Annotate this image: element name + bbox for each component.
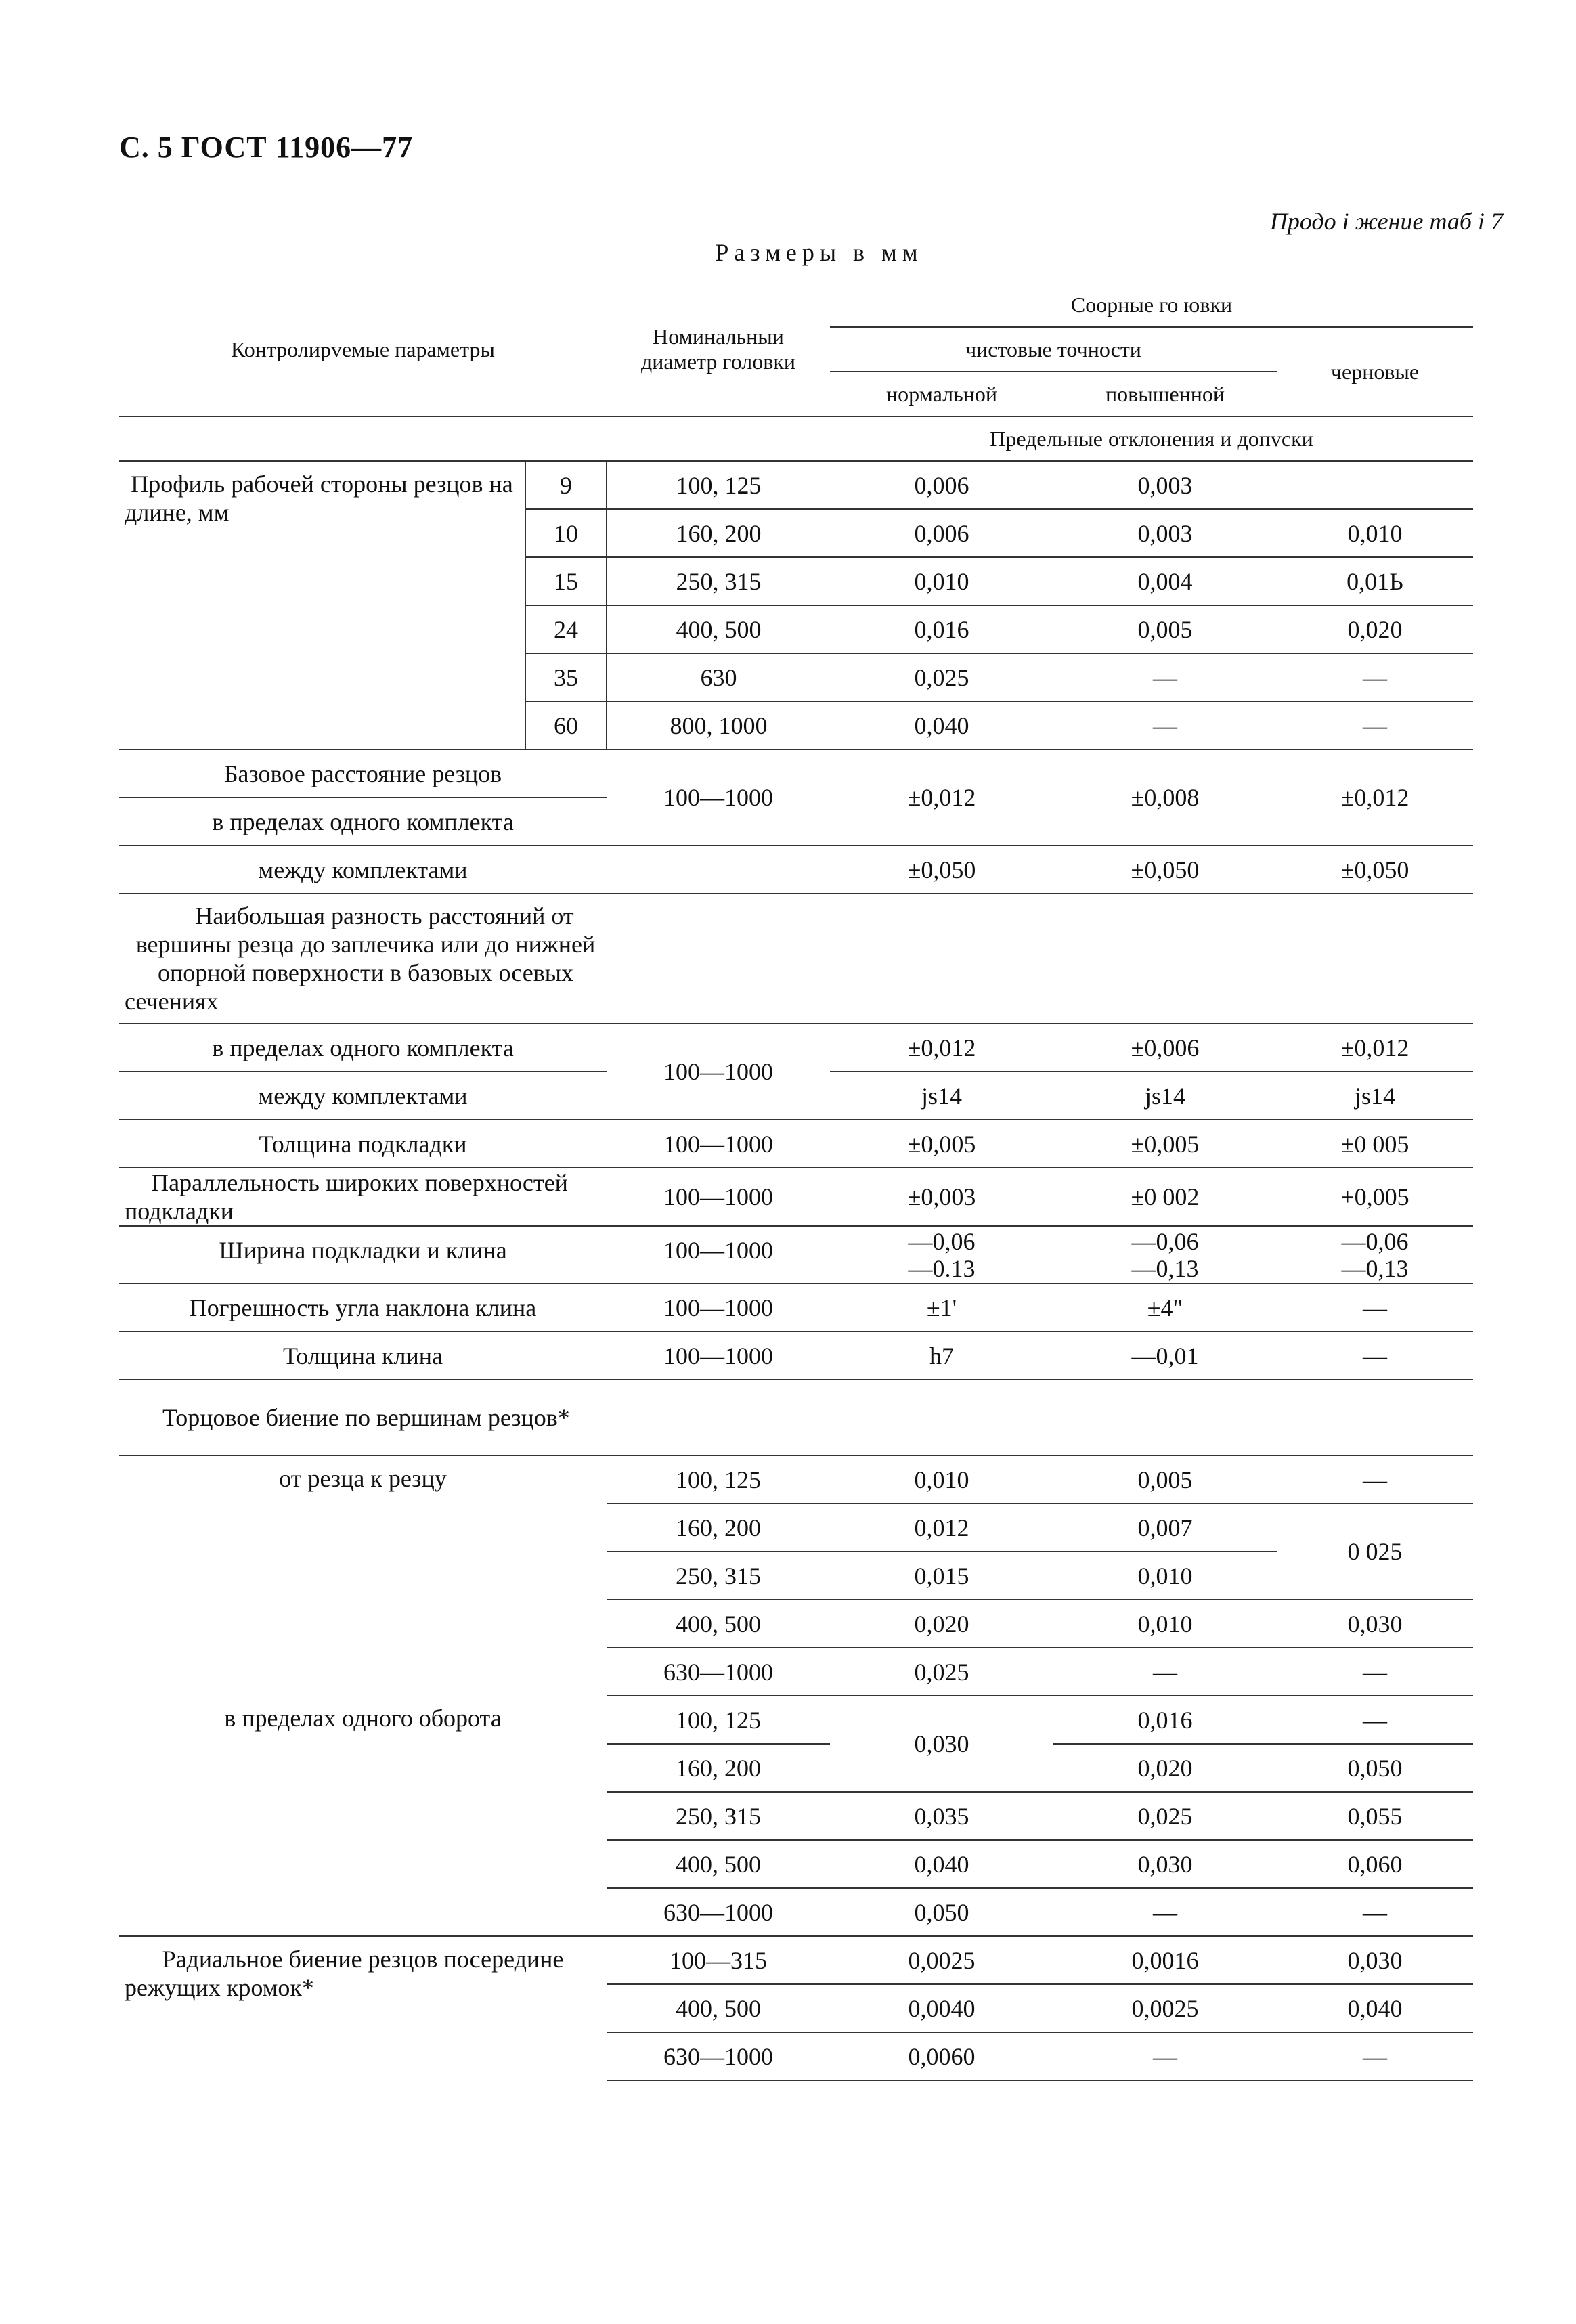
table-row: 630—1000 0,025 — —: [119, 1648, 1473, 1696]
table-row: 24 400, 500 0,016 0,005 0,020: [119, 605, 1473, 653]
header-diameter: Номинальныи диаметр головки: [607, 283, 830, 416]
table-row: 10 160, 200 0,006 0,003 0,010: [119, 509, 1473, 557]
table-continuation-note: Продо i жение таб i 7: [1269, 208, 1503, 235]
table-row: от резца к резцу 100, 125 0,010 0,005 —: [119, 1455, 1473, 1504]
table-row: Профиль рабочей стороны резцов на длине, мм 9 100, 125 0,006 0,003: [119, 461, 1473, 509]
header-finish: чистовые точности: [830, 327, 1277, 372]
table-row: 400, 500 0,020 0,010 0,030: [119, 1600, 1473, 1648]
table-row: Параллельность широких поверхностей подкладки 100—1000 ±0,003 ±0 002 +0,005: [119, 1168, 1473, 1226]
table-row: 630—1000 0,0060 — —: [119, 2032, 1473, 2080]
param-face-runout: Торцовое биение по вершинам резцов*: [119, 1380, 607, 1455]
table-row: в пределах одного комплекта 100—1000 ±0,012 ±0,006 ±0,012: [119, 1024, 1473, 1072]
table-row: Погрешность угла наклона клина 100—1000 ±1' ±4" —: [119, 1284, 1473, 1332]
table-row: 160, 200 0,020 0,050: [119, 1744, 1473, 1792]
param-base: Базовое расстояние резцов: [119, 749, 607, 797]
page-header: С. 5 ГОСТ 11906—77: [119, 131, 414, 164]
table-row: Радиальное биение резцов посередине режущих кромок* 100—315 0,0025 0,0016 0,030: [119, 1936, 1473, 1984]
table-row: 15 250, 315 0,010 0,004 0,01Ь: [119, 557, 1473, 605]
table-row: 250, 315 0,035 0,025 0,055: [119, 1792, 1473, 1840]
table-row: 400, 500 0,040 0,030 0,060: [119, 1840, 1473, 1888]
header-group: Соорные го ювки: [830, 283, 1473, 327]
header-normal: нормальной: [830, 372, 1053, 416]
table-row: 35 630 0,025 — —: [119, 653, 1473, 701]
param-parallelism: Параллельность широких поверхностей подкладки: [119, 1168, 607, 1226]
table-row: [119, 1380, 1473, 1455]
param-profile: Профиль рабочей стороны резцов на длине, мм: [119, 461, 525, 749]
table-row: в пределах одного оборота 100, 125 0,030 0,016 —: [119, 1696, 1473, 1744]
table-row: Толщина клина 100—1000 h7 —0,01 —: [119, 1332, 1473, 1380]
header-rough: черновые: [1277, 327, 1473, 416]
header-param: Контролирvемые параметры: [119, 283, 607, 416]
table-row: 250, 315 0,015 0,010: [119, 1552, 1473, 1600]
header-high: повышенной: [1053, 372, 1277, 416]
table-row: 400, 500 0,0040 0,0025 0,040: [119, 1984, 1473, 2032]
param-wedge-thickness: Толщина клина: [119, 1332, 607, 1380]
header-limits: Предельные отклонения и допvски: [830, 416, 1473, 461]
param-radial-runout: Радиальное биение резцов посередине режущих кромок*: [125, 1946, 564, 2001]
param-width: Ширина подкладки и клина: [119, 1226, 607, 1284]
table-row: 630—1000 0,050 — —: [119, 1888, 1473, 1936]
param-shim-thickness: Толщина подкладки: [119, 1120, 607, 1168]
tolerance-table: [119, 283, 1473, 2081]
table-row: между комплектами js14 js14 js14: [119, 1072, 1473, 1120]
table-row: 160, 200 0,012 0,007 0 025: [119, 1504, 1473, 1552]
units-caption: Размеры в мм: [715, 239, 923, 266]
table-row: Ширина подкладки и клина 100—1000 —0,06 —0.13 —0,06 —0,13 —0,06 —0,13: [119, 1226, 1473, 1284]
table-row: в пределах одного комплекта: [119, 797, 1473, 846]
param-wedge-angle: Погрешность угла наклона клина: [119, 1284, 607, 1332]
table-row: Базовое расстояние резцов 100—1000 ±0,012 ±0,008 ±0,012: [119, 749, 1473, 797]
param-max-difference: Наибольшая разность расстояний от вершины резца до заплечика или до нижней опорной поверхности в базовых осевых сечениях: [119, 894, 607, 1024]
table-row: между комплектами ±0,050 ±0,050 ±0,050: [119, 846, 1473, 894]
table-row: Толщина подкладки 100—1000 ±0,005 ±0,005 ±0 005: [119, 1120, 1473, 1168]
table-row: [119, 894, 1473, 1024]
table-row: 60 800, 1000 0,040 — —: [119, 701, 1473, 749]
